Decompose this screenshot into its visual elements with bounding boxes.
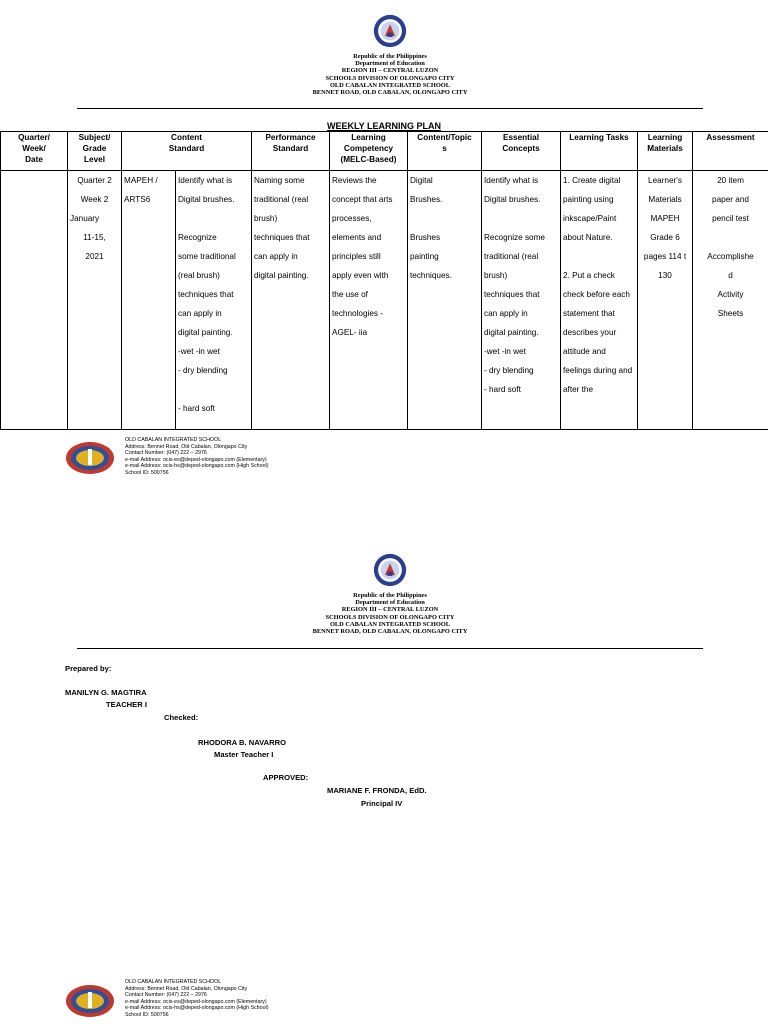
- contact-line: e-mail Address: ocis-hs@deped-olongapo.com (High School): [125, 1005, 269, 1011]
- cell-materials: Learner's Materials MAPEH Grade 6 pages 114 t 130: [638, 171, 693, 430]
- contact-line: Contact Number: (047) 222 – 2976: [125, 450, 207, 456]
- header-competency: Learning Competency (MELC-Based): [330, 132, 408, 171]
- contact-line: e-mail Address: ocis-es@deped-olongapo.com (Elementary): [125, 456, 267, 463]
- letterhead: [0, 53, 768, 96]
- contact-line: School ID: 500756: [125, 1011, 169, 1018]
- deped-seal-icon: [373, 14, 407, 48]
- contact-line: OLD CABALAN INTEGRATED SCHOOL: [125, 979, 222, 985]
- contact-line: e-mail Address: ocis-es@deped-olongapo.com (Elementary): [125, 998, 267, 1005]
- contact-line: Address: Bennet Road, Old Cabalan, Olongapo City: [125, 443, 248, 450]
- table-row: [1, 171, 768, 430]
- letterhead-line: Department of Education: [355, 599, 425, 607]
- cell-quarter: Quarter 2 Week 2 January 11-15, 2021: [68, 171, 122, 430]
- header-divider: [77, 108, 703, 109]
- contact-line: Address: Bennet Road, Old Cabalan, Olongapo City: [125, 985, 248, 992]
- header-assessment: Assessment: [693, 132, 768, 171]
- header-quarter: Quarter/ Week/ Date: [1, 132, 68, 171]
- approved-label: APPROVED:: [263, 773, 309, 782]
- school-logo-icon: [65, 984, 115, 1018]
- letterhead: [0, 592, 768, 635]
- letterhead-line: BENNET ROAD, OLD CABALAN, OLONGAPO CITY: [312, 89, 468, 97]
- preparer-name: MANILYN G. MAGTIRA: [65, 688, 147, 697]
- letterhead-line: Republic of the Philippines: [353, 53, 427, 60]
- letterhead-line: SCHOOLS DIVISION OF OLONGAPO CITY: [325, 74, 455, 82]
- deped-seal-icon: [373, 553, 407, 587]
- letterhead-line: BENNET ROAD, OLD CABALAN, OLONGAPO CITY: [312, 628, 468, 636]
- letterhead-line: SCHOOLS DIVISION OF OLONGAPO CITY: [325, 613, 455, 621]
- letterhead-line: Republic of the Philippines: [353, 592, 427, 599]
- letterhead-line: OLD CABALAN INTEGRATED SCHOOL: [329, 620, 451, 628]
- weekly-learning-plan-table: [0, 131, 768, 430]
- page-title: WEEKLY LEARNING PLAN: [326, 121, 441, 131]
- preparer-role: TEACHER I: [106, 700, 147, 709]
- contact-line: e-mail Address: ocis-hs@deped-olongapo.com (High School): [125, 463, 269, 469]
- checker-role: Master Teacher I: [214, 750, 274, 759]
- school-logo-icon: [65, 441, 115, 475]
- cell-assessment: 20 item paper and pencil test Accomplishe d Activity Sheets: [693, 171, 768, 430]
- cell-concepts: Identify what is Digital brushes. Recognize some traditional (real brush) techniques that can apply in digital painting. -wet -in wet - dry blending - hard soft: [482, 171, 561, 430]
- header-topics: Content/Topic s: [408, 132, 482, 171]
- header-concepts: Essential Concepts: [482, 132, 561, 171]
- letterhead-line: REGION III – CENTRAL LUZON: [341, 606, 439, 614]
- approver-role: Principal IV: [361, 799, 403, 808]
- cell-performance-standard: Naming some traditional (real brush) techniques that can apply in digital painting.: [252, 171, 330, 430]
- school-contact-block: [125, 979, 268, 1018]
- header-performance-standard: Performance Standard: [252, 132, 330, 171]
- header-content-standard: Content Standard: [122, 132, 252, 171]
- cell-blank: [1, 171, 68, 430]
- approver-name: MARIANE F. FRONDA, EdD.: [327, 786, 427, 795]
- checked-label: Checked:: [164, 713, 199, 722]
- letterhead-line: REGION III – CENTRAL LUZON: [341, 67, 439, 75]
- header-divider: [77, 648, 703, 649]
- header-subject: Subject/ Grade Level: [68, 132, 122, 171]
- cell-subject: MAPEH / ARTS6: [122, 171, 176, 430]
- letterhead-line: OLD CABALAN INTEGRATED SCHOOL: [329, 81, 451, 89]
- table-header-row: [1, 132, 768, 171]
- header-tasks: Learning Tasks: [561, 132, 638, 171]
- prepared-by-label: Prepared by:: [65, 664, 112, 673]
- cell-competency: Reviews the concept that arts processes, elements and principles still apply even with the use of technologies - AGEL- iia: [330, 171, 408, 430]
- contact-line: Contact Number: (047) 222 – 2976: [125, 992, 207, 998]
- cell-tasks: 1. Create digital painting using inkscape/Paint about Nature. 2. Put a check check before each statement that describes your attitude and feelings during and after the: [561, 171, 638, 430]
- letterhead-line: Department of Education: [355, 60, 425, 68]
- contact-line: OLD CABALAN INTEGRATED SCHOOL: [125, 437, 222, 443]
- contact-line: School ID: 500756: [125, 469, 169, 476]
- header-materials: Learning Materials: [638, 132, 693, 171]
- cell-content-standard: Identify what is Digital brushes. Recognize some traditional (real brush) techniques that can apply in digital painting. -wet -in wet - dry blending - hard soft: [176, 171, 252, 430]
- checker-name: RHODORA B. NAVARRO: [198, 738, 287, 747]
- school-contact-block: [125, 437, 268, 476]
- cell-topics: Digital Brushes. Brushes painting techniques.: [408, 171, 482, 430]
